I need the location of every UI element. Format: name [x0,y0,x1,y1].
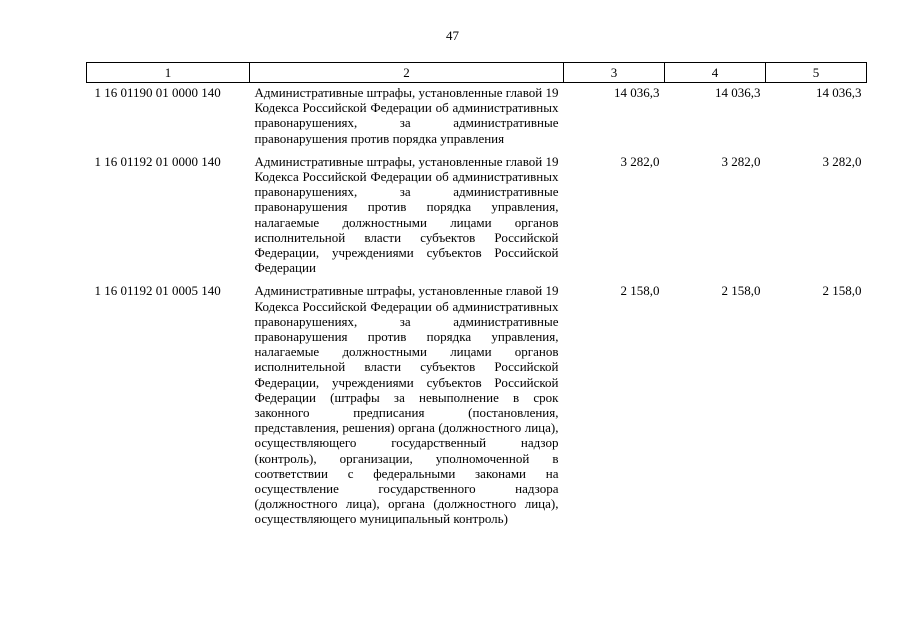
amount-col-5: 14 036,3 [816,85,862,100]
budget-code: 1 16 01190 01 0000 140 [94,85,221,100]
budget-table [86,62,867,533]
amount-col-3: 14 036,3 [614,85,660,100]
amount-col-4: 3 282,0 [721,153,761,169]
budget-code: 1 16 01192 01 0000 140 [94,153,221,169]
column-header-1: 1 [87,63,250,83]
revenue-description: Административные штрафы, установленные главой 19 Кодекса Российской Федерации об административных правонарушениях, за административные правонарушения против порядка управления, налагаемые должностными лицами органов исполнительной власти субъектов Российской Федерации, учреждениями субъектов Российской Федерации (штрафы за невыполнение в срок законного предписания (постановления, представления, решения) органа (должностного лица), осуществляющего государственный надзор (контроль), организации, уполномоченной в соответствии с федеральными законами на осуществление государственного надзора (должностного лица), органа (должностного лица), осуществляющего муниципальный контроль) [254,283,559,527]
table-row [87,281,867,532]
column-header-3: 3 [564,63,665,83]
amount-col-3: 2 158,0 [620,283,660,299]
amount-col-5: 3 282,0 [822,153,862,169]
amount-col-5: 2 158,0 [822,283,862,299]
amount-col-4: 2 158,0 [721,283,761,299]
revenue-description: Административные штрафы, установленные главой 19 Кодекса Российской Федерации об административных правонарушениях, за административные правонарушения против порядка управления [254,85,559,146]
page-number: 47 [446,28,459,43]
column-header-4: 4 [665,63,766,83]
column-header-5: 5 [766,63,867,83]
amount-col-3: 3 282,0 [620,153,660,169]
table-row [87,83,867,152]
revenue-description: Административные штрафы, установленные главой 19 Кодекса Российской Федерации об административных правонарушениях, за административные правонарушения против порядка управления, налагаемые должностными лицами органов исполнительной власти субъектов Российской Федерации, учреждениями субъектов Российской Федерации [254,153,559,276]
column-header-2: 2 [250,63,564,83]
table-row [87,152,867,282]
table-header-row [87,63,867,83]
budget-code: 1 16 01192 01 0005 140 [94,283,221,299]
amount-col-4: 14 036,3 [715,85,761,100]
